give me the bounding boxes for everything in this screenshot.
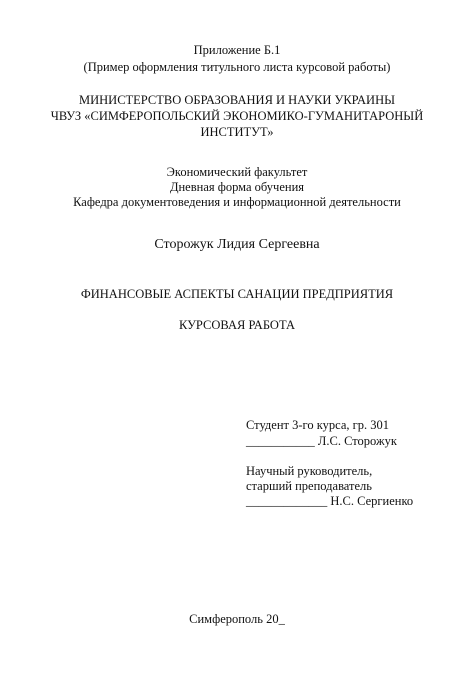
appendix-title: Приложение Б.1 — [193, 43, 281, 57]
work-type: КУРСОВАЯ РАБОТА — [179, 318, 295, 332]
faculty-name: Экономический факультет — [166, 165, 308, 179]
institution-name-line2: ИНСТИТУТ» — [200, 125, 274, 139]
supervisor-role-line1: Научный руководитель, — [246, 464, 373, 478]
supervisor-role-line2: старший преподаватель — [246, 479, 372, 493]
city-year: Симферополь 20_ — [189, 612, 285, 626]
student-signature-line: ___________ Л.С. Сторожук — [246, 434, 397, 448]
author-name: Сторожук Лидия Сергеевна — [154, 237, 320, 252]
student-course-group: Студент 3-го курса, гр. 301 — [246, 418, 389, 432]
study-form: Дневная форма обучения — [169, 180, 305, 194]
institution-name-line1: ЧВУЗ «СИМФЕРОПОЛЬСКИЙ ЭКОНОМИКО-ГУМАНИТАРОНЫЙ — [50, 109, 424, 123]
supervisor-signature-line: _____________ Н.С. Сергиенко — [246, 494, 414, 508]
department-name: Кафедра документоведения и информационной деятельности — [73, 195, 401, 209]
work-title: ФИНАНСОВЫЕ АСПЕКТЫ САНАЦИИ ПРЕДПРИЯТИЯ — [80, 287, 394, 301]
ministry-name: МИНИСТЕРСТВО ОБРАЗОВАНИЯ И НАУКИ УКРАИНЫ — [79, 93, 395, 107]
appendix-subtitle: (Пример оформления титульного листа курсовой работы) — [83, 60, 391, 74]
